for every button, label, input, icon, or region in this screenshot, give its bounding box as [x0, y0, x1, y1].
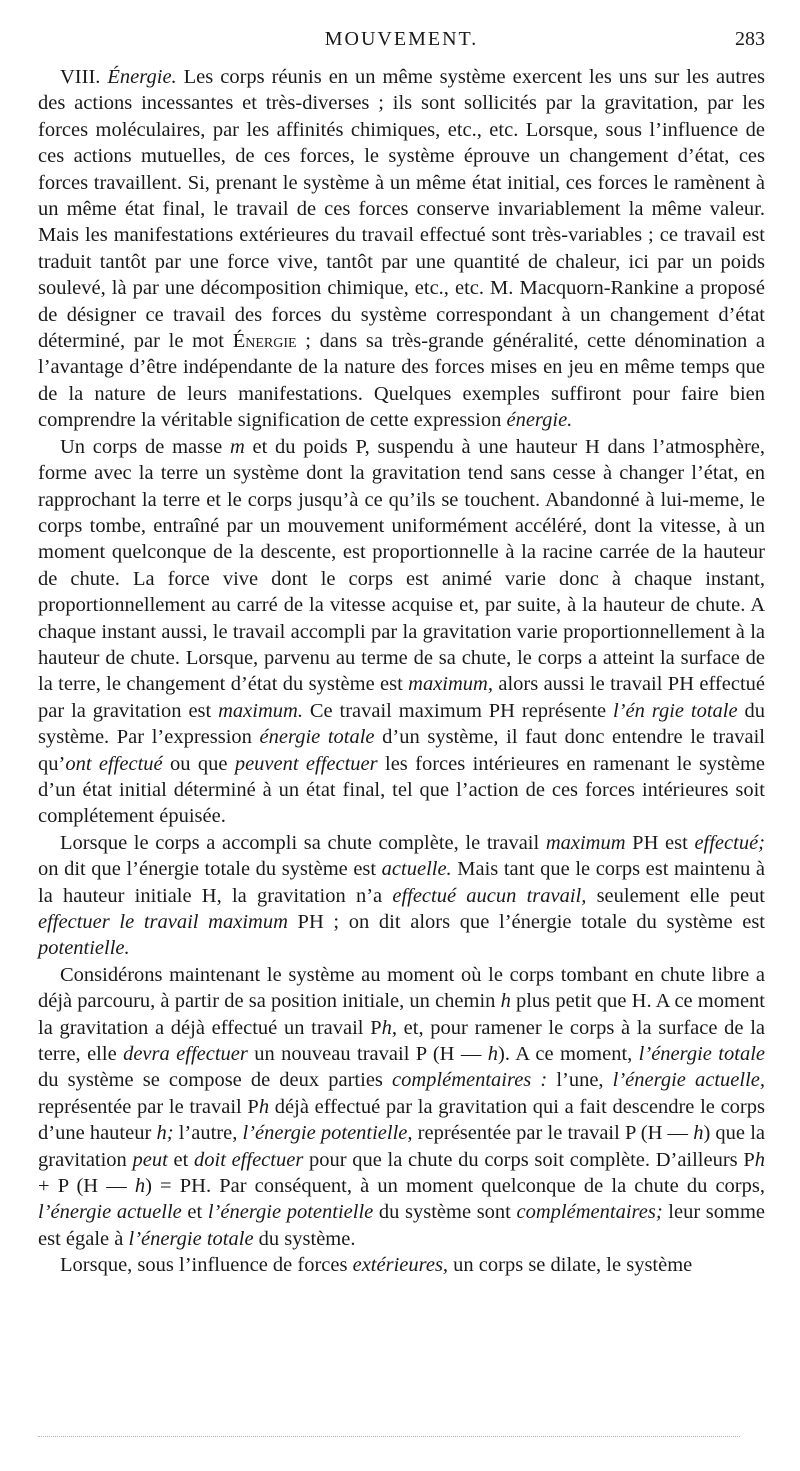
running-title: MOUVEMENT.	[324, 28, 479, 50]
text-run: + P (H —	[38, 1175, 135, 1198]
text-run: déjà effectué par la gravitation qui a fait descendre le corps d’une hauteur	[38, 1095, 765, 1145]
text-run: alors aussi le travail PH effectué par la gravitation est	[38, 673, 765, 722]
text-run: ). A ce moment,	[498, 1043, 639, 1066]
italic-run: l’én rgie totale	[612, 699, 738, 722]
text-run: Un corps de masse	[60, 435, 230, 458]
text-run: PH ; on dit alors que l’énergie totale du système est	[287, 911, 765, 933]
text-run: et, pour ramener le corps à la surface de la terre, elle	[38, 1016, 765, 1066]
italic-run: l’énergie actuelle	[38, 1201, 182, 1224]
text-run: Mais tant que le corps est maintenu à la hauteur initiale H, la gravitation n’a	[38, 858, 765, 907]
text-run: et	[167, 1148, 194, 1171]
italic-run: peuvent effectuer	[234, 752, 378, 775]
italic-run: potentielle.	[38, 937, 130, 960]
italic-run: devra effectuer	[123, 1043, 248, 1066]
italic-run: effectué;	[694, 831, 765, 854]
italic-run: actuelle.	[381, 858, 452, 881]
text-run: seulement elle peut	[586, 884, 765, 907]
italic-run: h	[258, 1095, 270, 1118]
text-run: du système.	[253, 1227, 356, 1250]
italic-run: h	[754, 1148, 766, 1171]
italic-run: ont effectué	[65, 752, 163, 775]
italic-run: énergie totale	[259, 726, 375, 749]
italic-run: l’énergie totale	[128, 1227, 254, 1250]
italic-run: h	[693, 1122, 704, 1145]
paragraph-complementary-energies	[38, 962, 765, 1252]
text-run: Lorsque, sous l’influence de forces	[60, 1254, 353, 1277]
paragraph-dilation	[38, 1252, 765, 1278]
text-run: d’un système, il faut donc entendre le travail qu’	[38, 726, 765, 775]
italic-run: l’énergie actuelle,	[612, 1069, 765, 1092]
text-run: VIII.	[60, 66, 108, 88]
italic-run: h;	[156, 1122, 174, 1145]
text-run: l’une,	[547, 1069, 613, 1092]
text-run: l’autre,	[173, 1122, 243, 1145]
italic-run: effectué aucun travail,	[392, 884, 587, 907]
italic-run: h	[500, 990, 511, 1013]
text-run: ) = PH. Par conséquent, à un moment quelconque de la chute du corps,	[145, 1175, 765, 1198]
small-caps-run: Énergie	[232, 330, 297, 353]
body-text	[38, 64, 765, 1279]
page-number: 283	[735, 28, 765, 50]
paragraph-energie-definition	[38, 64, 765, 434]
text-run: Les corps réunis en un même système exercent les uns sur les autres des actions incessantes et très-diverses ; ils sont sollicités par la gravitation, par les forces moléculaires, par les affinités chimiques, etc., etc. Lorsque, sous l’influence de ces actions mutuelles, de ces forces, le système éprouve un changement d’état, ces forces travaillent. Si, prenant le système à un même état initial, ces forces le ramènent à un même état final, le travail de ces forces conserve invariablement la même valeur. Mais les manifestations extérieures du travail effectué sont très-variables ; ce travail est traduit tantôt par une force vive, tantôt par une quantité de chaleur, ici par un poids soulevé, là par une décomposition chimique, etc., etc. M. Macquorn-Rankine a proposé de désigner ce travail des forces du système correspondant à un changement d’état déterminé, par le mot	[38, 66, 765, 353]
italic-run: l’énergie potentielle	[207, 1201, 374, 1224]
text-run: Considérons maintenant le système au moment où le corps tombant en chute libre a déjà parcouru, à partir de sa position initiale, un chemin	[38, 963, 765, 1013]
text-run: et	[181, 1201, 208, 1224]
italic-run: complémentaires;	[516, 1201, 663, 1224]
italic-run: complémentaires :	[392, 1069, 548, 1092]
text-run: Ce travail maximum PH représente	[302, 699, 613, 722]
italic-run: effectuer le travail maximum	[38, 911, 288, 933]
running-head	[38, 28, 765, 58]
italic-run: m	[229, 435, 245, 458]
text-run: ; dans sa très-grande généralité, cette dénomination a l’avantage d’être indépendante de la nature des forces mises en jeu en même temps que de la nature de leurs manifestations. Quelques exemples suffiront pour faire bien comprendre la véritable signification de cette expression	[38, 330, 766, 432]
italic-run: énergie.	[506, 409, 573, 432]
italic-run: doit effectuer	[194, 1148, 304, 1171]
text-run: pour que la chute du corps soit complète. D’ailleurs P	[303, 1148, 755, 1171]
text-run: un corps se dilate, le système	[448, 1254, 693, 1277]
text-run: du système sont	[373, 1201, 517, 1224]
text-run: leur somme est égale à	[38, 1201, 766, 1250]
italic-run: h,	[381, 1016, 397, 1039]
text-run: un nouveau travail P (H —	[247, 1043, 488, 1066]
italic-run: h	[487, 1043, 499, 1066]
italic-run: maximum,	[408, 673, 493, 696]
italic-run: extérieures,	[352, 1254, 449, 1277]
text-run: les forces intérieures en ramenant le système d’un état initial déterminé à un état final, tel que l’action de ces forces intérieures soit complétement épuisée.	[38, 752, 765, 828]
text-run: PH est	[625, 831, 695, 854]
text-run: représentée par le travail P (H —	[412, 1122, 694, 1145]
italic-run: Énergie.	[107, 66, 177, 88]
paragraph-falling-body	[38, 434, 765, 830]
text-run: ) que la gravitation	[38, 1122, 765, 1171]
italic-run: maximum	[545, 831, 626, 854]
text-run: représentée par le travail P	[38, 1095, 259, 1118]
bleed-through-line	[38, 1436, 740, 1437]
text-run: ou que	[162, 752, 235, 775]
italic-run: peut	[132, 1148, 168, 1171]
text-run: on dit que l’énergie totale du système est	[38, 858, 382, 881]
italic-run: l’énergie potentielle,	[242, 1122, 413, 1145]
text-run: du système se compose de deux parties	[38, 1069, 392, 1092]
italic-run: l’énergie totale	[638, 1043, 765, 1066]
text-run: Lorsque le corps a accompli sa chute complète, le travail	[60, 831, 546, 854]
italic-run: h	[134, 1175, 146, 1198]
text-run: du système. Par l’expression	[38, 699, 765, 749]
paragraph-actual-potential	[38, 830, 765, 962]
text-run: et du poids P, suspendu à une hauteur H dans l’atmosphère, forme avec la terre un système dont la gravitation tend sans cesse à changer l’état, en rapprochant la terre et le corps jusqu’à ce qu’ils se touchent. Abandonné à lui-meme, le corps tombe, entraîné par un mouvement uniformément accéléré, dont la vitesse, à un moment quelconque de la descente, est proportionnelle à la racine carrée de la hauteur de chute. La force vive dont le corps est animé varie donc à chaque instant, proportionnellement au carré de la vitesse acquise et, par suite, à la hauteur de chute. A chaque instant aussi, le travail accompli par la gravitation varie proportionnellement à la hauteur de chute. Lorsque, parvenu au terme de sa chute, le corps a atteint la surface de la terre, le changement d’état du système est	[38, 435, 766, 696]
italic-run: maximum.	[218, 699, 303, 722]
text-run: plus petit que H. A ce moment la gravitation a déjà effectué un travail P	[38, 990, 765, 1039]
